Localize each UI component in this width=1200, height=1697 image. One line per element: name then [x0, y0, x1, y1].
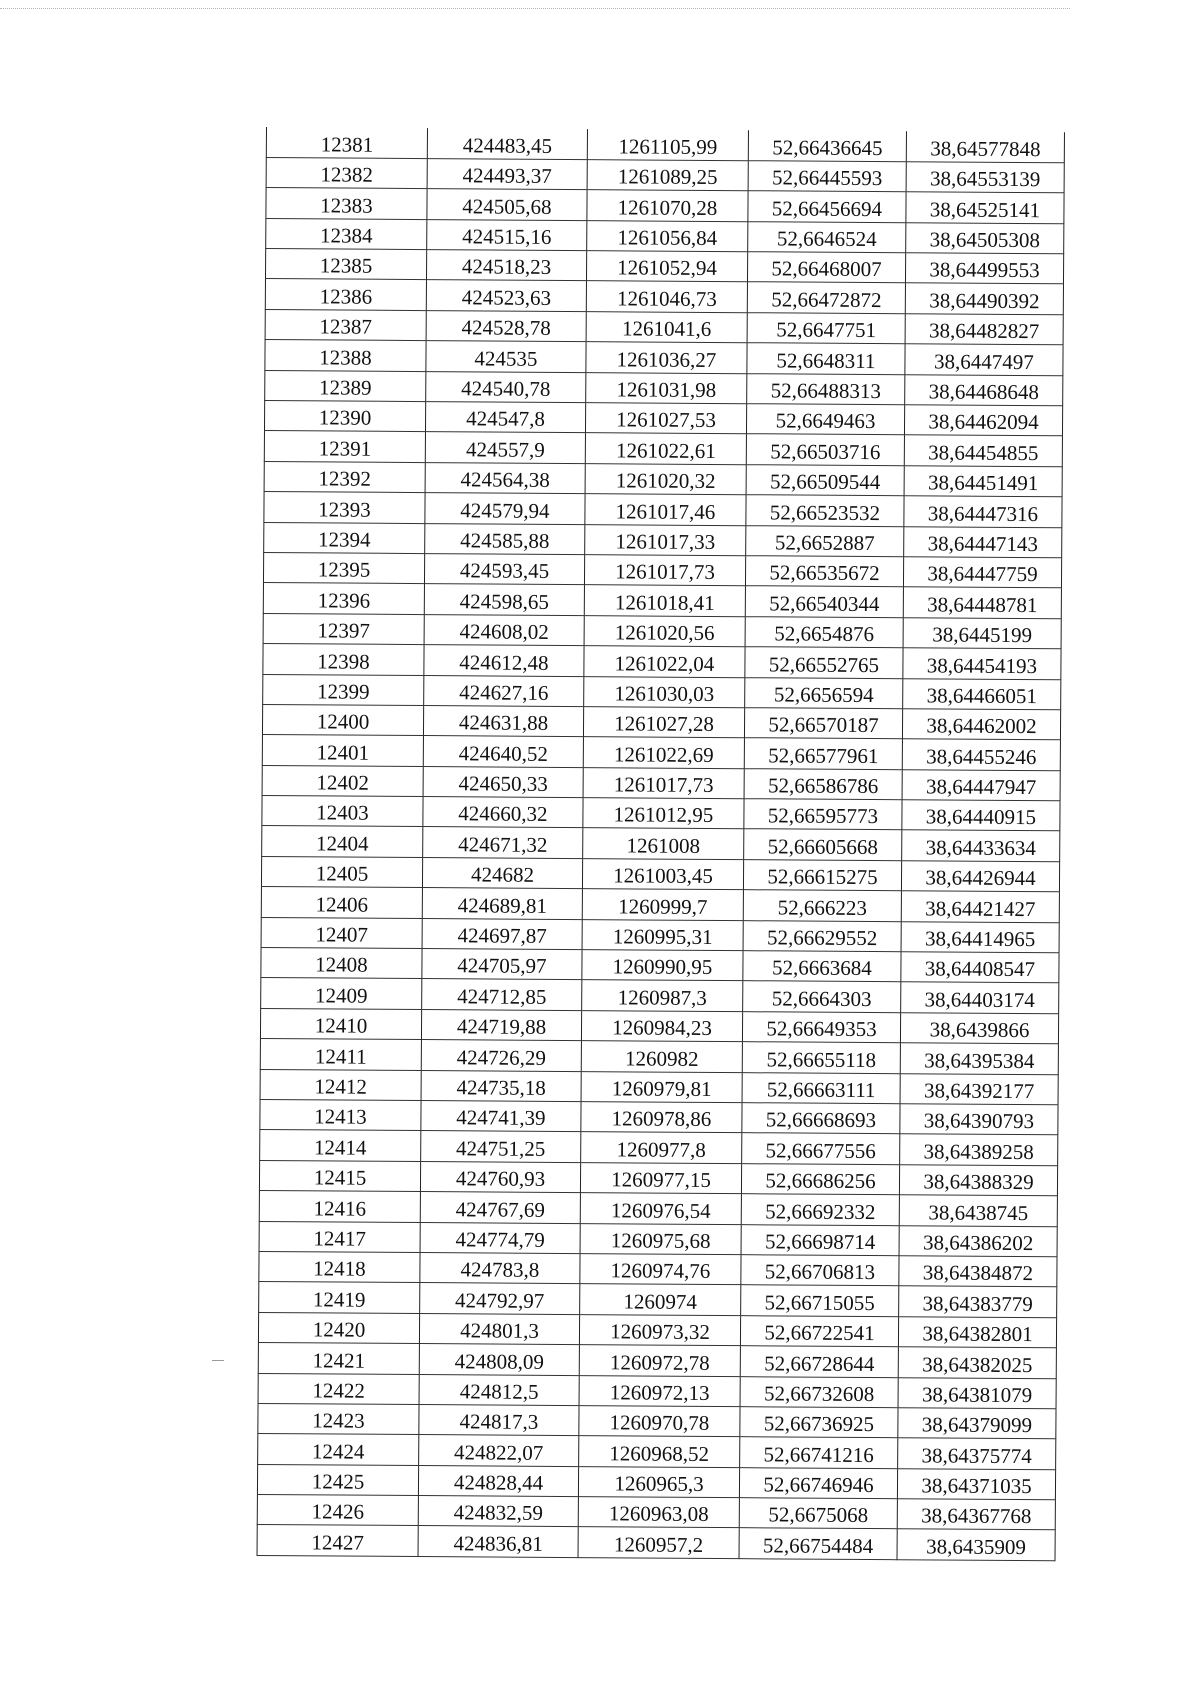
latitude-cell: 52,66488313 [747, 373, 905, 404]
latitude-cell: 52,66732608 [740, 1376, 898, 1407]
x-coordinate-cell: 424697,87 [422, 918, 582, 949]
point-number-cell: 12391 [264, 431, 425, 462]
x-coordinate-cell: 424719,88 [421, 1009, 581, 1040]
y-coordinate-cell: 1261012,95 [583, 798, 744, 829]
point-number-cell: 12410 [260, 1008, 421, 1039]
point-number-cell: 12424 [258, 1434, 419, 1465]
longitude-cell: 38,6435909 [897, 1529, 1055, 1560]
x-coordinate-cell: 424640,52 [423, 736, 583, 767]
x-coordinate-cell: 424540,78 [426, 371, 586, 402]
x-coordinate-cell: 424801,3 [419, 1313, 579, 1344]
point-number-cell: 12408 [261, 948, 422, 979]
point-number-cell: 12386 [265, 279, 426, 310]
longitude-cell: 38,6447497 [905, 344, 1063, 375]
x-coordinate-cell: 424832,59 [418, 1496, 578, 1527]
latitude-cell: 52,66456694 [748, 191, 906, 222]
x-coordinate-cell: 424792,97 [420, 1283, 580, 1314]
longitude-cell: 38,64455246 [902, 739, 1060, 770]
latitude-cell: 52,66649353 [742, 1012, 900, 1043]
x-coordinate-cell: 424579,94 [425, 493, 585, 524]
longitude-cell: 38,64384872 [899, 1256, 1057, 1287]
latitude-cell: 52,6648311 [747, 343, 905, 374]
x-coordinate-cell: 424650,33 [423, 766, 583, 797]
point-number-cell: 12384 [266, 218, 427, 249]
x-coordinate-cell: 424741,39 [421, 1101, 581, 1132]
point-number-cell: 12423 [258, 1403, 419, 1434]
longitude-cell: 38,64367768 [897, 1499, 1055, 1530]
y-coordinate-cell: 1260965,3 [578, 1466, 739, 1497]
point-number-cell: 12393 [264, 492, 425, 523]
latitude-cell: 52,66570187 [744, 708, 902, 739]
latitude-cell: 52,66615275 [743, 860, 901, 891]
latitude-cell: 52,66663111 [742, 1072, 900, 1103]
latitude-cell: 52,66741216 [740, 1437, 898, 1468]
y-coordinate-cell: 1261031,98 [586, 372, 747, 403]
coordinates-table [257, 127, 1065, 1561]
y-coordinate-cell: 1260977,15 [580, 1162, 741, 1193]
y-coordinate-cell: 1261008 [583, 828, 744, 859]
y-coordinate-cell: 1260977,8 [581, 1132, 742, 1163]
y-coordinate-cell: 1261070,28 [587, 190, 748, 221]
x-coordinate-cell: 424828,44 [418, 1465, 578, 1496]
point-number-cell: 12417 [259, 1221, 420, 1252]
longitude-cell: 38,64421427 [901, 891, 1059, 922]
point-number-cell: 12394 [264, 522, 425, 553]
latitude-cell: 52,66595773 [744, 799, 902, 830]
y-coordinate-cell: 1260963,08 [578, 1497, 739, 1528]
x-coordinate-cell: 424528,78 [426, 310, 586, 341]
y-coordinate-cell: 1260972,13 [579, 1375, 740, 1406]
latitude-cell: 52,666223 [743, 890, 901, 921]
latitude-cell: 52,66535672 [745, 556, 903, 587]
point-number-cell: 12388 [265, 340, 426, 371]
point-number-cell: 12390 [264, 401, 425, 432]
y-coordinate-cell: 1261041,6 [586, 311, 747, 342]
longitude-cell: 38,64388329 [899, 1165, 1057, 1196]
longitude-cell: 38,64577848 [906, 131, 1064, 162]
longitude-cell: 38,64392177 [900, 1073, 1058, 1104]
latitude-cell: 52,6656594 [745, 677, 903, 708]
longitude-cell: 38,64379099 [898, 1408, 1056, 1439]
x-coordinate-cell: 424523,63 [426, 280, 586, 311]
longitude-cell: 38,64525141 [906, 192, 1064, 223]
point-number-cell: 12385 [265, 249, 426, 280]
x-coordinate-cell: 424598,65 [424, 584, 584, 615]
longitude-cell: 38,64383779 [899, 1286, 1057, 1317]
latitude-cell: 52,6649463 [746, 404, 904, 435]
x-coordinate-cell: 424808,09 [419, 1344, 579, 1375]
latitude-cell: 52,66523532 [746, 495, 904, 526]
point-number-cell: 12400 [262, 704, 423, 735]
longitude-cell: 38,64375774 [898, 1438, 1056, 1469]
x-coordinate-cell: 424671,32 [423, 827, 583, 858]
latitude-cell: 52,66728644 [740, 1346, 898, 1377]
longitude-cell: 38,64462094 [904, 405, 1062, 436]
y-coordinate-cell: 1261022,61 [585, 433, 746, 464]
latitude-cell: 52,66503716 [746, 434, 904, 465]
longitude-cell: 38,64414965 [901, 921, 1059, 952]
point-number-cell: 12387 [265, 309, 426, 340]
latitude-cell: 52,66436645 [748, 130, 906, 161]
y-coordinate-cell: 1260974,76 [580, 1254, 741, 1285]
longitude-cell: 38,64447759 [903, 557, 1061, 588]
latitude-cell: 52,66692332 [741, 1194, 899, 1225]
latitude-cell: 52,66509544 [746, 464, 904, 495]
y-coordinate-cell: 1261089,25 [587, 160, 748, 191]
longitude-cell: 38,64390793 [900, 1104, 1058, 1135]
longitude-cell: 38,64403174 [901, 982, 1059, 1013]
scan-top-edge [0, 8, 1070, 9]
latitude-cell: 52,6675068 [739, 1498, 897, 1529]
point-number-cell: 12399 [263, 674, 424, 705]
y-coordinate-cell: 1261105,99 [587, 129, 748, 160]
x-coordinate-cell: 424726,29 [421, 1040, 581, 1071]
y-coordinate-cell: 1260987,3 [582, 980, 743, 1011]
latitude-cell: 52,66468007 [747, 252, 905, 283]
x-coordinate-cell: 424783,8 [420, 1252, 580, 1283]
y-coordinate-cell: 1260968,52 [579, 1436, 740, 1467]
y-coordinate-cell: 1260979,81 [581, 1071, 742, 1102]
x-coordinate-cell: 424774,79 [420, 1222, 580, 1253]
latitude-cell: 52,6646524 [748, 221, 906, 252]
latitude-cell: 52,66472872 [747, 282, 905, 313]
longitude-cell: 38,64371035 [897, 1468, 1055, 1499]
point-number-cell: 12397 [263, 613, 424, 644]
latitude-cell: 52,6654876 [745, 616, 903, 647]
x-coordinate-cell: 424812,5 [419, 1374, 579, 1405]
x-coordinate-cell: 424817,3 [419, 1404, 579, 1435]
longitude-cell: 38,64466051 [903, 678, 1061, 709]
y-coordinate-cell: 1260995,31 [582, 919, 743, 950]
point-number-cell: 12425 [257, 1464, 418, 1495]
longitude-cell: 38,64451491 [904, 466, 1062, 497]
latitude-cell: 52,66445593 [748, 161, 906, 192]
point-number-cell: 12419 [259, 1282, 420, 1313]
y-coordinate-cell: 1261018,41 [584, 585, 745, 616]
point-number-cell: 12406 [261, 887, 422, 918]
x-coordinate-cell: 424627,16 [424, 675, 584, 706]
point-number-cell: 12415 [259, 1160, 420, 1191]
longitude-cell: 38,64454193 [903, 648, 1061, 679]
y-coordinate-cell: 1260984,23 [581, 1010, 742, 1041]
point-number-cell: 12407 [261, 917, 422, 948]
point-number-cell: 12383 [266, 188, 427, 219]
x-coordinate-cell: 424705,97 [422, 949, 582, 980]
point-number-cell: 12412 [260, 1069, 421, 1100]
longitude-cell: 38,64433634 [902, 830, 1060, 861]
point-number-cell: 12409 [261, 978, 422, 1009]
latitude-cell: 52,66754484 [739, 1528, 897, 1559]
x-coordinate-cell: 424682 [422, 857, 582, 888]
latitude-cell: 52,66736925 [740, 1407, 898, 1438]
y-coordinate-cell: 1260975,68 [580, 1223, 741, 1254]
longitude-cell: 38,64462002 [902, 709, 1060, 740]
longitude-cell: 38,64499553 [905, 253, 1063, 284]
point-number-cell: 12416 [259, 1191, 420, 1222]
point-number-cell: 12426 [257, 1495, 418, 1526]
longitude-cell: 38,64395384 [900, 1043, 1058, 1074]
x-coordinate-cell: 424760,93 [420, 1161, 580, 1192]
y-coordinate-cell: 1260973,32 [579, 1314, 740, 1345]
x-coordinate-cell: 424535 [426, 341, 586, 372]
y-coordinate-cell: 1260999,7 [582, 889, 743, 920]
y-coordinate-cell: 1260957,2 [578, 1527, 739, 1558]
point-number-cell: 12396 [263, 583, 424, 614]
x-coordinate-cell: 424751,25 [421, 1131, 581, 1162]
x-coordinate-cell: 424515,16 [427, 219, 587, 250]
point-number-cell: 12420 [258, 1312, 419, 1343]
latitude-cell: 52,66629552 [743, 920, 901, 951]
x-coordinate-cell: 424612,48 [424, 645, 584, 676]
latitude-cell: 52,6663684 [743, 951, 901, 982]
longitude-cell: 38,6439866 [900, 1013, 1058, 1044]
latitude-cell: 52,66577961 [744, 738, 902, 769]
longitude-cell: 38,64386202 [899, 1225, 1057, 1256]
latitude-cell: 52,66722541 [740, 1315, 898, 1346]
point-number-cell: 12402 [262, 765, 423, 796]
y-coordinate-cell: 1261052,94 [586, 251, 747, 282]
longitude-cell: 38,6438745 [899, 1195, 1057, 1226]
longitude-cell: 38,64382801 [898, 1316, 1056, 1347]
latitude-cell: 52,66668693 [742, 1103, 900, 1134]
y-coordinate-cell: 1261020,56 [584, 615, 745, 646]
point-number-cell: 12398 [263, 644, 424, 675]
x-coordinate-cell: 424518,23 [426, 250, 586, 281]
latitude-cell: 52,66715055 [741, 1285, 899, 1316]
x-coordinate-cell: 424593,45 [424, 554, 584, 585]
y-coordinate-cell: 1261027,28 [583, 707, 744, 738]
y-coordinate-cell: 1261017,73 [584, 555, 745, 586]
latitude-cell: 52,66677556 [742, 1133, 900, 1164]
latitude-cell: 52,66686256 [741, 1163, 899, 1194]
point-number-cell: 12418 [259, 1251, 420, 1282]
point-number-cell: 12427 [257, 1525, 418, 1556]
y-coordinate-cell: 1260990,95 [582, 950, 743, 981]
x-coordinate-cell: 424836,81 [418, 1526, 578, 1557]
point-number-cell: 12411 [260, 1039, 421, 1070]
latitude-cell: 52,6647751 [747, 313, 905, 344]
longitude-cell: 38,64440915 [902, 800, 1060, 831]
coordinates-table-container [266, 127, 1072, 1559]
y-coordinate-cell: 1261022,04 [584, 646, 745, 677]
point-number-cell: 12413 [260, 1099, 421, 1130]
x-coordinate-cell: 424660,32 [423, 797, 583, 828]
latitude-cell: 52,66586786 [744, 768, 902, 799]
y-coordinate-cell: 1261017,73 [583, 767, 744, 798]
table-row [257, 1525, 1055, 1561]
longitude-cell: 38,64448781 [903, 587, 1061, 618]
longitude-cell: 38,64490392 [905, 283, 1063, 314]
y-coordinate-cell: 1261056,84 [587, 220, 748, 251]
latitude-cell: 52,66698714 [741, 1224, 899, 1255]
y-coordinate-cell: 1261020,32 [585, 463, 746, 494]
x-coordinate-cell: 424767,69 [420, 1192, 580, 1223]
latitude-cell: 52,66552765 [745, 647, 903, 678]
y-coordinate-cell: 1260978,86 [581, 1102, 742, 1133]
x-coordinate-cell: 424483,45 [427, 128, 587, 159]
x-coordinate-cell: 424712,85 [422, 979, 582, 1010]
x-coordinate-cell: 424564,38 [425, 462, 585, 493]
y-coordinate-cell: 1261017,46 [585, 494, 746, 525]
table-body [257, 127, 1064, 1561]
latitude-cell: 52,66655118 [742, 1042, 900, 1073]
point-number-cell: 12405 [261, 856, 422, 887]
point-number-cell: 12414 [260, 1130, 421, 1161]
latitude-cell: 52,66746946 [739, 1467, 897, 1498]
y-coordinate-cell: 1261036,27 [586, 342, 747, 373]
point-number-cell: 12382 [266, 157, 427, 188]
x-coordinate-cell: 424505,68 [427, 189, 587, 220]
point-number-cell: 12395 [263, 552, 424, 583]
x-coordinate-cell: 424547,8 [425, 402, 585, 433]
point-number-cell: 12404 [262, 826, 423, 857]
longitude-cell: 38,64382025 [898, 1347, 1056, 1378]
y-coordinate-cell: 1261030,03 [584, 676, 745, 707]
x-coordinate-cell: 424689,81 [422, 888, 582, 919]
y-coordinate-cell: 1261017,33 [585, 524, 746, 555]
margin-mark [212, 1360, 224, 1361]
y-coordinate-cell: 1261022,69 [583, 737, 744, 768]
y-coordinate-cell: 1260972,78 [579, 1345, 740, 1376]
point-number-cell: 12389 [265, 370, 426, 401]
latitude-cell: 52,6652887 [746, 525, 904, 556]
point-number-cell: 12421 [258, 1343, 419, 1374]
latitude-cell: 52,6664303 [743, 981, 901, 1012]
y-coordinate-cell: 1261046,73 [586, 281, 747, 312]
longitude-cell: 38,6445199 [903, 617, 1061, 648]
x-coordinate-cell: 424822,07 [419, 1435, 579, 1466]
x-coordinate-cell: 424557,9 [425, 432, 585, 463]
longitude-cell: 38,64482827 [905, 314, 1063, 345]
x-coordinate-cell: 424735,18 [421, 1070, 581, 1101]
longitude-cell: 38,64468648 [905, 374, 1063, 405]
latitude-cell: 52,66706813 [741, 1255, 899, 1286]
point-number-cell: 12422 [258, 1373, 419, 1404]
y-coordinate-cell: 1261027,53 [585, 403, 746, 434]
y-coordinate-cell: 1260974 [580, 1284, 741, 1315]
longitude-cell: 38,64389258 [900, 1134, 1058, 1165]
latitude-cell: 52,66540344 [745, 586, 903, 617]
y-coordinate-cell: 1261003,45 [582, 858, 743, 889]
longitude-cell: 38,64505308 [906, 222, 1064, 253]
longitude-cell: 38,64447316 [904, 496, 1062, 527]
latitude-cell: 52,66605668 [744, 829, 902, 860]
y-coordinate-cell: 1260982 [581, 1041, 742, 1072]
point-number-cell: 12401 [262, 735, 423, 766]
x-coordinate-cell: 424585,88 [425, 523, 585, 554]
point-number-cell: 12381 [266, 127, 427, 158]
point-number-cell: 12403 [262, 796, 423, 827]
longitude-cell: 38,64408547 [901, 952, 1059, 983]
longitude-cell: 38,64447143 [904, 526, 1062, 557]
longitude-cell: 38,64426944 [901, 861, 1059, 892]
longitude-cell: 38,64381079 [898, 1377, 1056, 1408]
y-coordinate-cell: 1260970,78 [579, 1406, 740, 1437]
x-coordinate-cell: 424631,88 [423, 705, 583, 736]
x-coordinate-cell: 424608,02 [424, 614, 584, 645]
point-number-cell: 12392 [264, 461, 425, 492]
longitude-cell: 38,64454855 [904, 435, 1062, 466]
longitude-cell: 38,64447947 [902, 769, 1060, 800]
y-coordinate-cell: 1260976,54 [580, 1193, 741, 1224]
longitude-cell: 38,64553139 [906, 162, 1064, 193]
x-coordinate-cell: 424493,37 [427, 158, 587, 189]
